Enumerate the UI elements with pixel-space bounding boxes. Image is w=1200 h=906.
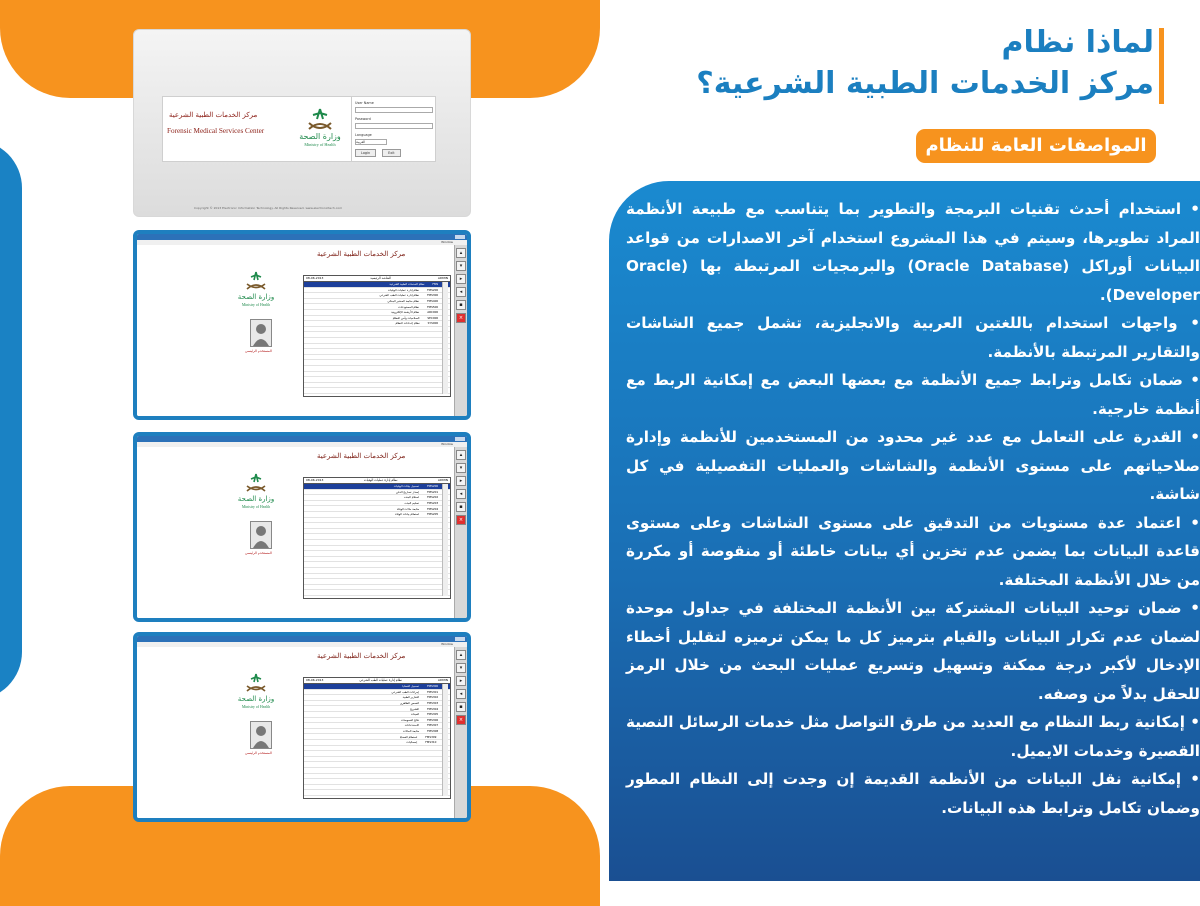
row-code: SYS000	[427, 321, 439, 326]
login-screenshot	[133, 29, 471, 217]
exit-button[interactable]: Exit	[382, 149, 400, 157]
row-code: FMS203	[427, 501, 439, 506]
list-scrollbar[interactable]	[442, 282, 448, 394]
row-code: FMS305	[427, 712, 439, 717]
row-name: الصلاحيات وأمن النظام	[392, 315, 420, 320]
menu-rows	[304, 282, 450, 394]
panel-title: نظام إدارة عمليات الطب الشرعي	[359, 678, 402, 682]
login-box	[162, 96, 436, 162]
app-title: مركز الخدمات الطبية الشرعية	[317, 452, 406, 460]
ministry-of-health-logo	[235, 271, 277, 307]
svg-text:وزارة الصحة: وزارة الصحة	[237, 293, 275, 301]
menu-list-panel	[303, 477, 451, 599]
login-center-english: Forensic Medical Services Center	[167, 127, 265, 135]
svg-text:Ministry of Health: Ministry of Health	[304, 142, 336, 147]
feature-item: • إمكانية نقل البيانات من الأنظمة القديمة إن وجدت إلى النظام المطور وضمان تكامل وترابط هذه البيانات.	[626, 770, 1200, 817]
ministry-of-health-logo	[291, 107, 349, 147]
deaths-menu-screenshot	[133, 432, 471, 622]
row-code: FMS303	[427, 701, 439, 706]
login-center-arabic: مركز الخدمات الطبية الشرعية	[169, 111, 258, 119]
row-name: تسجيل القضايا	[402, 684, 420, 689]
svg-text:Ministry of Health: Ministry of Health	[241, 705, 271, 709]
row-name: تسليم الجثث	[404, 501, 420, 506]
row-name: متابعة حالات الوفاة	[396, 506, 420, 511]
row-name: إحصائيات	[406, 740, 418, 745]
section-subtitle: المواصفات العامة للنظام	[916, 129, 1156, 163]
empty-row[interactable]	[304, 590, 450, 596]
svg-text:Ministry of Health: Ministry of Health	[241, 505, 271, 509]
user-name-input[interactable]	[355, 107, 433, 113]
language-select[interactable]: العربية	[355, 139, 387, 145]
login-separator	[351, 97, 352, 161]
user-name-label: User Name	[355, 101, 374, 105]
user-photo	[250, 721, 272, 749]
row-code: FMS400	[427, 299, 439, 304]
row-name: التشريح	[409, 706, 420, 711]
row-name: التقارير الطبية	[402, 695, 420, 700]
window-controls[interactable]	[455, 437, 465, 441]
row-name: استعلام بيانات الوفاة	[395, 512, 420, 517]
feature-item: • ضمان تكامل وترابط جميع الأنظمة مع بعضها البعض مع إمكانية الربط مع أنظمة خارجية.	[626, 371, 1200, 418]
row-code: FMS200	[427, 484, 439, 489]
app-body	[137, 447, 455, 618]
row-name: الاستدعاءات	[404, 723, 420, 728]
row-code: ARC000	[427, 310, 439, 315]
window-controls[interactable]	[455, 235, 465, 239]
panel-date: 08-06-2013	[306, 678, 324, 682]
main-menu-screenshot	[133, 230, 471, 420]
user-caption: المستخدم الرئيسي	[245, 551, 272, 555]
app-title: مركز الخدمات الطبية الشرعية	[317, 250, 406, 258]
row-code: FMS309	[425, 734, 437, 739]
user-caption: المستخدم الرئيسي	[245, 349, 272, 353]
row-code: FMS200	[427, 287, 439, 292]
row-name: نظام متابعة المختبر الجنائي	[387, 299, 420, 304]
row-code: FMS302	[427, 695, 439, 700]
toolbar-button[interactable]: ◂	[456, 489, 466, 499]
menu-window[interactable]: Window	[441, 240, 453, 244]
row-code: FMS205	[427, 512, 439, 517]
row-name: تسجيل بيانات الوفيات	[393, 484, 420, 489]
row-code: FMS204	[427, 506, 439, 511]
toolbar-button[interactable]: ▴	[456, 450, 466, 460]
row-name: نظام الخدمات الطبية الشرعية	[389, 282, 425, 287]
feature-item: • إمكانية ربط النظام مع العديد من طرق التواصل مثل خدمات الرسائل النصية القصيرة وخدمات الايميل.	[626, 713, 1200, 760]
row-name: استلام الجثث	[403, 495, 420, 500]
toolbar-button[interactable]: ▸	[456, 274, 466, 284]
row-code: FMS304	[427, 706, 439, 711]
row-code: FMS500	[427, 304, 439, 309]
toolbar-button[interactable]: ▪	[456, 702, 466, 712]
panel-title: نظام إدارة عمليات الوفيات	[363, 478, 398, 482]
language-label: Language	[355, 133, 372, 137]
app-title: مركز الخدمات الطبية الشرعية	[317, 652, 406, 660]
page-heading	[696, 22, 1154, 104]
side-toolbar	[454, 245, 467, 416]
password-input[interactable]	[355, 123, 433, 129]
forensic-menu-screenshot	[133, 632, 471, 822]
empty-row[interactable]	[304, 388, 450, 394]
menu-window[interactable]: Window	[441, 642, 453, 646]
feature-item: • واجهات استخدام باللغتين العربية والانجليزية، تشمل جميع الشاشات والتقارير المرتبطة بالأنظمة.	[626, 314, 1200, 361]
row-code: FMS306	[427, 717, 439, 722]
toolbar-button[interactable]: ◂	[456, 287, 466, 297]
row-code: FMS301	[427, 689, 439, 694]
toolbar-button[interactable]: ▴	[456, 248, 466, 258]
row-name: متابعة الحالات	[402, 729, 420, 734]
row-name: الفحص الظاهري	[399, 701, 420, 706]
user-photo	[250, 319, 272, 347]
window-controls[interactable]	[455, 637, 465, 641]
user-caption: المستخدم الرئيسي	[245, 751, 272, 755]
toolbar-button[interactable]: ▾	[456, 463, 466, 473]
panel-date: 08-06-2013	[306, 478, 324, 482]
login-button[interactable]: Login	[355, 149, 376, 157]
panel-date: 08-06-2013	[306, 276, 324, 280]
ministry-of-health-logo	[235, 673, 277, 709]
row-code: FMS202	[427, 495, 439, 500]
heading-line-2: مركز الخدمات الطبية الشرعية؟	[696, 66, 1154, 101]
row-code: FMS300	[427, 684, 439, 689]
row-code: FMS307	[427, 723, 439, 728]
side-toolbar	[454, 447, 467, 618]
row-code: FMS300	[427, 293, 439, 298]
row-name: إصدار تصاريح الدفن	[395, 489, 420, 494]
svg-text:وزارة الصحة: وزارة الصحة	[237, 695, 275, 703]
menu-window[interactable]: Window	[441, 442, 453, 446]
app-body	[137, 647, 455, 818]
panel-user: ADMIN	[437, 478, 448, 482]
toolbar-button[interactable]: ◂	[456, 689, 466, 699]
app-body	[137, 245, 455, 416]
toolbar-button[interactable]: ▪	[456, 502, 466, 512]
menu-rows	[304, 484, 450, 596]
toolbar-button[interactable]: ▸	[456, 476, 466, 486]
features-list	[626, 195, 1200, 822]
row-name: نظام الأرشفة الإلكترونية	[391, 310, 420, 315]
toolbar-button[interactable]: ▸	[456, 676, 466, 686]
password-label: Password	[355, 117, 371, 121]
exit-icon[interactable]: ×	[456, 515, 466, 525]
blue-side-shape	[0, 140, 22, 700]
panel-title: الشاشة الرئيسية	[370, 276, 392, 280]
user-photo	[250, 521, 272, 549]
svg-text:وزارة الصحة: وزارة الصحة	[237, 495, 275, 503]
exit-icon[interactable]: ×	[456, 715, 466, 725]
row-code: FMS310	[425, 740, 437, 745]
feature-item: • القدرة على التعامل مع عدد غير محدود من المستخدمين للأنظمة وإدارة صلاحياتهم على مستوى الأنظمة والشاشات والعمليات التفصيلية في كل شاشة.	[626, 428, 1200, 503]
row-name: نتائج الفحوصات	[400, 717, 420, 722]
row-name: إجراءات الطب الشرعي	[391, 689, 420, 694]
exit-icon[interactable]: ×	[456, 313, 466, 323]
side-toolbar	[454, 647, 467, 818]
menu-list-panel	[303, 275, 451, 397]
toolbar-button[interactable]: ▾	[456, 261, 466, 271]
row-code: SEC000	[427, 315, 439, 320]
feature-item: • ضمان توحيد البيانات المشتركة بين الأنظمة المختلفة في جداول موحدة لضمان عدم تكرار البيانات والقيام بترميز كل ما يمكن ترميزه لتقليل أخطاء الإدخال لأكبر درجة ممكنة وتسهيل وتسريع عمليات البحث من خلال الرمز للحقل بدلاً من وصفه.	[626, 599, 1200, 703]
toolbar-button[interactable]: ▾	[456, 663, 466, 673]
heading-accent-bar	[1159, 28, 1164, 104]
menu-rows	[304, 684, 450, 796]
row-name: نظام إعدادات النظام	[395, 321, 420, 326]
login-copyright: Copyright © 2013 Electronic Information Technology. All Rights Reserved. www.electronictech.com	[194, 206, 343, 210]
row-name: نظام إدارة عمليات الطب الشرعي	[379, 293, 420, 298]
panel-user: ADMIN	[437, 678, 448, 682]
toolbar-button[interactable]: ▴	[456, 650, 466, 660]
row-code: FMS201	[427, 489, 439, 494]
row-name: العينات	[410, 712, 420, 717]
toolbar-button[interactable]: ▪	[456, 300, 466, 310]
svg-text:Ministry of Health: Ministry of Health	[241, 303, 271, 307]
row-name: نظام المستودعات	[398, 304, 420, 309]
feature-item: • اعتماد عدة مستويات من التدقيق على مستوى الشاشات وعلى مستوى قاعدة البيانات بما يضمن عدم تخزين أي بيانات خاطئة أو منقوصة أو مكررة من خلال الأنظمة المختلفة.	[626, 513, 1200, 589]
row-code: FMS308	[427, 729, 439, 734]
login-form	[355, 101, 433, 157]
heading-line-1: لماذا نظام	[1001, 25, 1154, 60]
svg-text:وزارة الصحة: وزارة الصحة	[299, 132, 341, 141]
empty-row[interactable]	[304, 790, 450, 796]
menu-list-panel	[303, 677, 451, 799]
feature-item: • استخدام أحدث تقنيات البرمجة والتطوير بما يتناسب مع طبيعة الأنظمة المراد تطويرها، وسيتم في هذا المشروع استخدام آخر الاصدارات من قواعد البيانات أوراكل (Oracle Database) والبرمجيات المرتبطة بها (Oracle Developer).	[626, 200, 1200, 304]
panel-user: ADMIN	[437, 276, 448, 280]
ministry-of-health-logo	[235, 473, 277, 509]
list-scrollbar[interactable]	[442, 684, 448, 796]
row-name: استعلام القضايا	[399, 734, 418, 739]
row-code: FMS	[432, 282, 439, 287]
list-scrollbar[interactable]	[442, 484, 448, 596]
row-name: نظام إدارة عمليات الوفيات	[387, 287, 420, 292]
